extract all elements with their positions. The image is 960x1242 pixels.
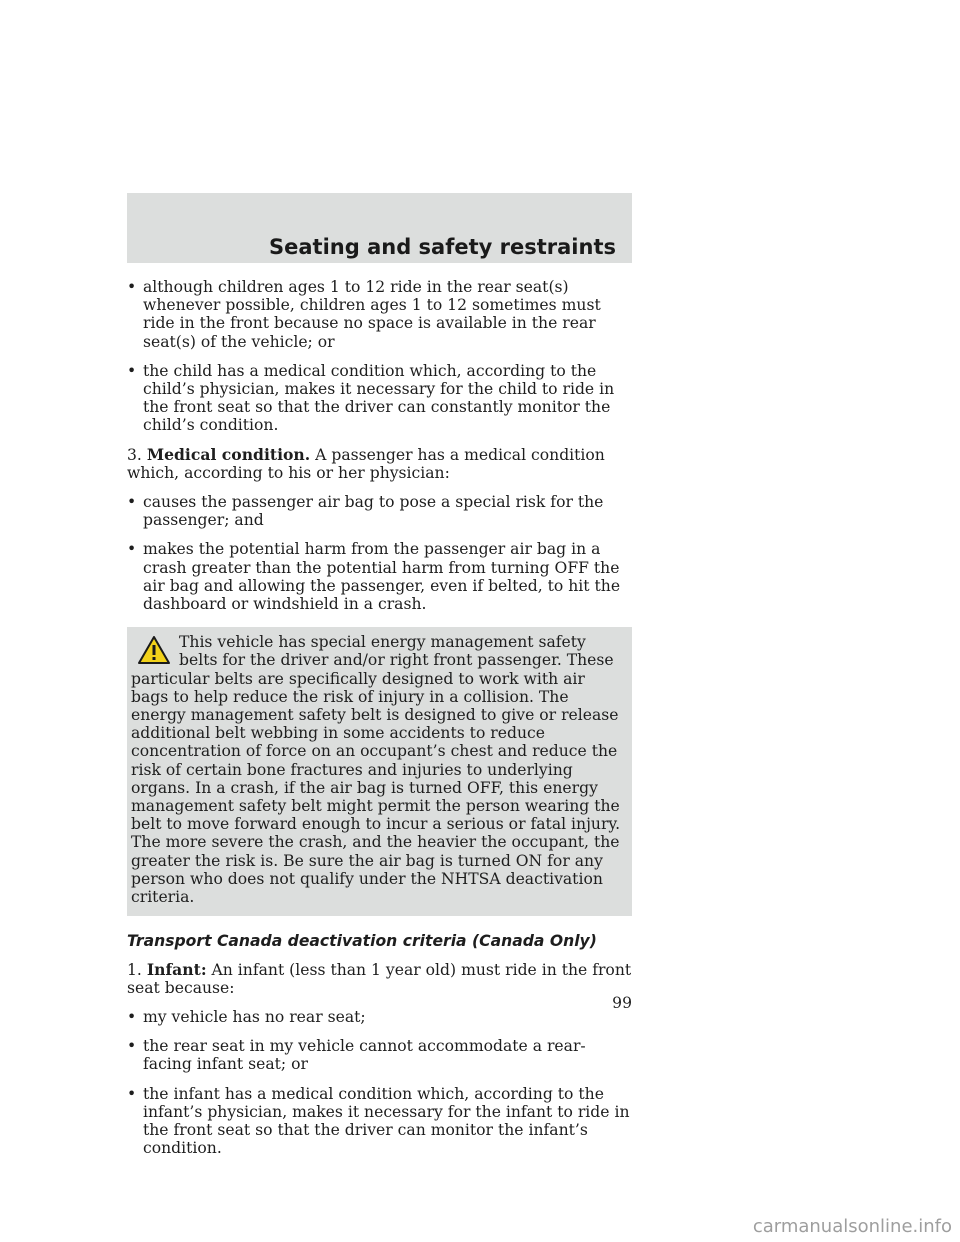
paragraph-text: A passenger has a medical condition which, according to his or her physician: xyxy=(127,445,605,482)
list-item: • the child has a medical condition which, according to the child’s physician, makes it necessary for the child to ride in the front seat so that the driver can constantly monitor the child’s condition. xyxy=(127,362,632,435)
infant-paragraph xyxy=(127,961,632,997)
medical-condition-paragraph xyxy=(127,446,632,482)
page-content xyxy=(127,278,632,1168)
list-item: • the rear seat in my vehicle cannot accommodate a rear-facing infant seat; or xyxy=(127,1037,632,1073)
list-item: • the infant has a medical condition which, according to the infant’s physician, makes it necessary for the infant to ride in the front seat so that the driver can monitor the infant’s condition. xyxy=(127,1085,632,1158)
item-number: 1. xyxy=(127,960,147,979)
warning-text: This vehicle has special energy management safety belts for the driver and/or right front passenger. These particular belts are specifically designed to work with air bags to help reduce the risk of injury in a collision. The energy management safety belt is designed to give or release additional belt webbing in some accidents to reduce concentration of force on an occupant’s chest and reduce the risk of certain bone fractures and injuries to underlying organs. In a crash, if the air bag is turned OFF, this energy management safety belt might permit the person wearing the belt to move forward enough to incur a serious or fatal injury. The more severe the crash, and the heavier the occupant, the greater the risk is. Be sure the air bag is turned ON for any person who does not qualify under the NHTSA deactivation criteria. xyxy=(131,633,621,907)
list-item: • causes the passenger air bag to pose a special risk for the passenger; and xyxy=(127,493,632,529)
list-item: • makes the potential harm from the passenger air bag in a crash greater than the potential harm from turning OFF the air bag and allowing the passenger, even if belted, to hit the dashboard or windshield in a crash. xyxy=(127,540,632,613)
list-item: • although children ages 1 to 12 ride in the rear seat(s) whenever possible, children ages 1 to 12 sometimes must ride in the front because no space is available in the rear seat(s) of the vehicle; or xyxy=(127,278,632,351)
watermark: carmanualsonline.info xyxy=(752,1216,952,1237)
term-label: Infant: xyxy=(146,959,207,979)
warning-triangle-icon xyxy=(137,635,171,665)
section-header-band xyxy=(127,193,632,263)
term-label: Medical condition. xyxy=(146,444,311,464)
item-number: 3. xyxy=(127,445,147,464)
warning-box xyxy=(127,627,632,916)
paragraph-text: An infant (less than 1 year old) must ride in the front seat because: xyxy=(127,960,632,997)
list-item: • my vehicle has no rear seat; xyxy=(127,1008,632,1026)
page-number: 99 xyxy=(612,994,632,1012)
section-heading: Transport Canada deactivation criteria (Canada Only) xyxy=(127,932,597,951)
section-title: Seating and safety restraints xyxy=(269,235,616,259)
